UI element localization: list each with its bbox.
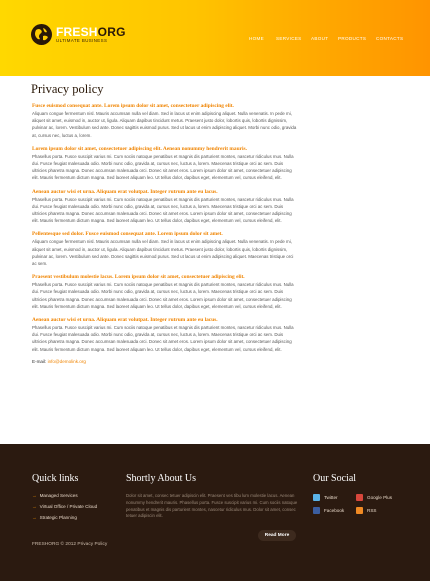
page-title: Privacy policy <box>31 82 104 96</box>
quicklink-item[interactable] <box>32 504 97 509</box>
section-heading: Fusce euismod consequat ante. Lorem ipsum dolor sit amet, consectetuer adipiscing elit. <box>32 103 234 109</box>
social-label: Twitter <box>324 495 338 500</box>
section-heading: Praesent vestibulum molestie lacus. Lorem ipsum dolor sit amet, consectetuer adipiscing elit. <box>32 274 245 281</box>
section-heading: Pellentesque sed dolor. Fusce euismod consequat ante. Lorem ipsum dolor sit amet. <box>32 231 223 238</box>
twitter-icon <box>313 494 320 501</box>
section-body: Phasellus porta. Fusce suscipit varius mi. Cum sociis natoque penatibus et magnis dis parturient montes, nascetur ridiculus mus. Nulla dui. Fusce feugiat malesuada odio. Morbi nunc odio, gravida at, cursus nec, luctus a, lorem. Maecenas tristique orci ac sem. Duis ultricies pharetra magna. Donec accumsan malesuada orci. Donec sit amet eros. Lorem ipsum dolor sit amet, consectetuer adipiscing elit. Mauris fermentum dictum magna. Sed laoreet aliquam leo. Ut tellus dolor, dapibus eget, elementum vel, cursus eleifend, elit. <box>32 196 294 224</box>
policy-section <box>32 188 298 225</box>
nav-about[interactable]: ABOUT <box>311 36 329 41</box>
section-body: Phasellus porta. Fusce suscipit varius mi. Cum sociis natoque penatibus et magnis dis parturient montes, nascetur ridiculus mus. Nulla dui. Fusce feugiat malesuada odio. Morbi nunc odio, gravida at, cursus nec, luctus a, lorem. Maecenas tristique orci ac sem. Duis ultricies pharetra magna. Donec accumsan malesuada orci. Donec sit amet eros. Lorem ipsum dolor sit amet, consectetuer adipiscing elit. Mauris fermentum dictum magna. Sed laoreet aliquam leo. Ut tellus dolor, dapibus eget, elementum vel, cursus eleifend, elit. <box>32 153 294 181</box>
section-body: Aliquam congue fermentum nisl. Mauris accumsan nulla vel diam. Sed in lacus ut enim adipiscing aliquet. Nulla venenatis. In pede mi, aliquet sit amet, euismod in, auctor ut, ligula. Aliquam dapibus tincidunt metus. Praesent justo dolor, lobortis quis, lobortis dignissim, pulvinar ac, lorem. Vestibulum sed ante. Donec sagittis euismod purus. Sed ut lacus ut enim adipiscing aliquet. Maecenas tristique orci ac sem. <box>32 239 294 267</box>
section-heading: Aenean auctor wisi et urna. Aliquam erat volutpat. Integer rutrum ante eu lacus. <box>32 317 218 324</box>
nav-home[interactable]: HOME <box>249 36 264 41</box>
social-rss[interactable] <box>356 507 376 514</box>
main-content <box>0 76 430 444</box>
section-body: Aliquam congue fermentum nisl. Mauris accumsan nulla vel diam. Sed in lacus ut enim adipiscing aliquet. Nulla venenatis. In pede mi, aliquet sit amet, euismod in, auctor ut, ligula. Aliquam dapibus tincidunt metus. Praesent justo dolor, lobortis quis, lobortis dignissim, pulvinar ac, lorem. Vestibulum sed ante. Donec sagittis euismod purus. Sed ut lacus ut enim adipiscing aliquet. Morbi nunc odio, gravida at, cursus nec, luctus a, lorem. <box>32 111 297 138</box>
read-more-button[interactable]: Read More <box>258 530 296 541</box>
nav-products[interactable]: PRODUCTS <box>338 36 367 41</box>
policy-section <box>32 145 298 182</box>
about-text: Dolor sit amet, consec tetuer adipiscin elit. Praesent ves tibu lum molestie lacus. Aenean nonummy hendrerit mauris. Phasellus porta. Fusce suscipit varius mi. Cum sociis natoque penatibus et magnis dis parturient montes, nascetur ridiculus mus. Dolor sit amet, consec tetuer adipiscin elit. <box>126 493 298 519</box>
logo-tagline: ULTIMATE BUSINESS <box>56 37 108 43</box>
social-label: Facebook <box>324 508 345 513</box>
email-link[interactable]: info@demolink.org <box>47 358 86 364</box>
social-twitter[interactable] <box>313 494 338 501</box>
quicklink-item[interactable] <box>32 515 77 520</box>
google-plus-icon <box>356 494 363 501</box>
social-facebook[interactable] <box>313 507 344 514</box>
privacy-policy-link[interactable]: Privacy Policy <box>77 542 108 547</box>
policy-sections <box>32 102 298 364</box>
policy-section <box>32 273 298 310</box>
main-nav <box>0 36 430 44</box>
social-label: Google Plus <box>367 495 393 500</box>
nav-contacts[interactable]: CONTACTS <box>376 36 404 41</box>
policy-section <box>32 102 298 139</box>
arrow-right-icon: → <box>32 493 37 498</box>
social-google-plus[interactable] <box>356 494 392 501</box>
rss-icon <box>356 507 363 514</box>
social-title: Our Social <box>313 473 357 484</box>
copyright-year: © 2012 <box>60 542 77 547</box>
quicklink-label: Managed Services <box>39 493 78 498</box>
section-body: Phasellus porta. Fusce suscipit varius mi. Cum sociis natoque penatibus et magnis dis parturient montes, nascetur ridiculus mus. Nulla dui. Fusce feugiat malesuada odio. Morbi nunc odio, gravida at, cursus nec, luctus a, lorem. Maecenas tristique orci ac sem. Duis ultricies pharetra magna. Donec accumsan malesuada orci. Donec sit amet eros. Lorem ipsum dolor sit amet, consectetuer adipiscing elit. Mauris fermentum dictum magna. Sed laoreet aliquam leo. Ut tellus dolor, dapibus eget, elementum vel, cursus eleifend, elit. <box>32 282 294 309</box>
copyright <box>32 542 107 547</box>
section-body: Phasellus porta. Fusce suscipit varius mi. Cum sociis natoque penatibus et magnis dis parturient montes, nascetur ridiculus mus. Nulla dui. Fusce feugiat malesuada odio. Morbi nunc odio, gravida at, cursus nec, luctus a, lorem. Maecenas tristique orci ac sem. Duis ultricies pharetra magna. Donec accumsan malesuada orci. Donec sit amet eros. Lorem ipsum dolor sit amet, consectetuer adipiscing elit. Mauris fermentum dictum magna. Sed laoreet aliquam leo. Ut tellus dolor, dapibus eget, elementum vel, cursus eleifend, elit. <box>32 325 294 352</box>
email-label: E-mail: <box>32 358 47 364</box>
quicklink-label: Strategic Planning <box>39 515 77 520</box>
section-heading: Lorem ipsum dolor sit amet, consectetuer adipiscing elit. Aenean nonummy hendrerit mauris. <box>32 145 247 152</box>
social-label: RSS <box>367 508 377 513</box>
footer <box>0 444 430 581</box>
header <box>0 0 430 76</box>
arrow-right-icon: → <box>32 515 37 520</box>
section-heading: Aenean auctor wisi et urna. Aliquam erat volutpat. Integer rutrum ante eu lacus. <box>32 188 218 195</box>
quicklink-item[interactable] <box>32 493 78 498</box>
about-title: Shortly About Us <box>126 473 197 484</box>
policy-section <box>32 316 298 353</box>
copyright-brand: FRESHORG <box>32 542 60 547</box>
logo-name-main: FRESH <box>56 24 98 39</box>
arrow-right-icon: → <box>32 504 37 509</box>
logo-name-accent: ORG <box>97 24 126 39</box>
policy-section <box>32 230 298 267</box>
facebook-icon <box>313 507 320 514</box>
quicklinks-title: Quick links <box>32 473 79 484</box>
quicklink-label: Virtual Office / Private Cloud <box>39 504 98 509</box>
nav-services[interactable]: SERVICES <box>276 36 302 41</box>
email-row <box>32 359 298 364</box>
